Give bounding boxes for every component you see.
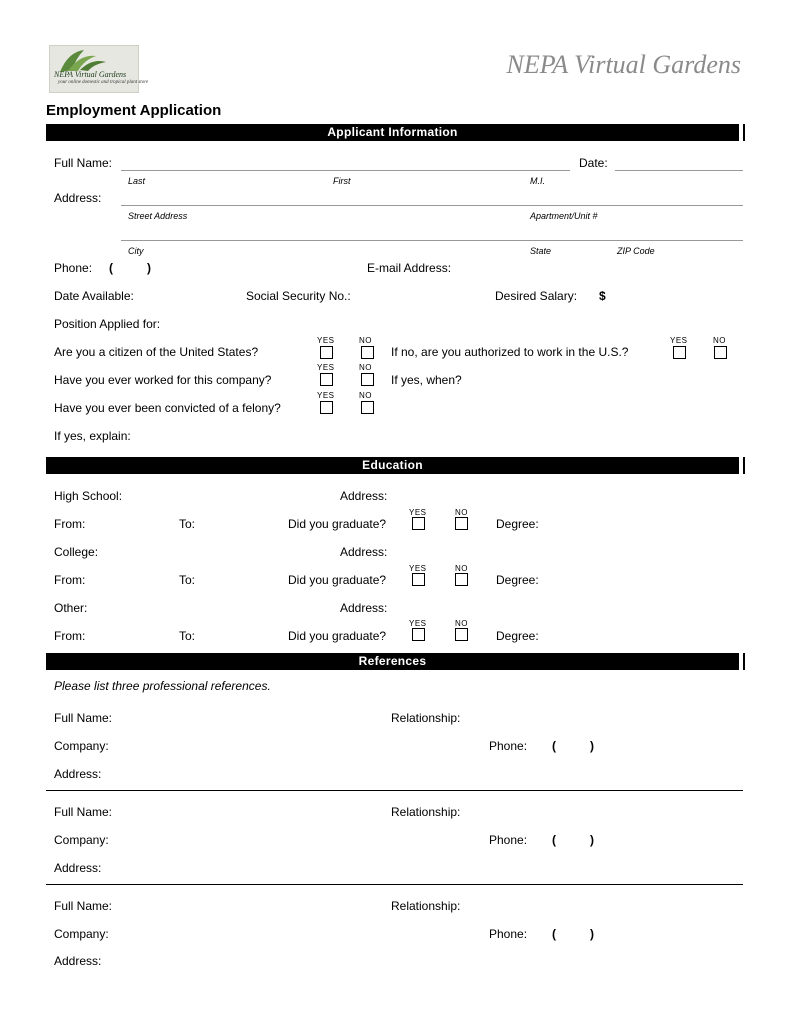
ref1-phone-label: Phone: (489, 739, 528, 753)
other-from-label: From: (54, 629, 86, 643)
worked-question: Have you ever worked for this company? (54, 373, 272, 387)
reference-divider (46, 790, 743, 791)
section-heading: Education (362, 458, 423, 472)
college-graduate-no-checkbox[interactable] (455, 573, 468, 586)
yes-caption: YES (317, 363, 335, 372)
citizen-question: Are you a citizen of the United States? (54, 345, 259, 359)
apt-caption: Apartment/Unit # (530, 211, 598, 221)
section-bar-references (46, 653, 743, 670)
position-label: Position Applied for: (54, 317, 161, 331)
citizen-no-checkbox[interactable] (361, 346, 374, 359)
explain-label: If yes, explain: (54, 429, 131, 443)
other-label: Other: (54, 601, 88, 615)
other-graduate-no-checkbox[interactable] (455, 628, 468, 641)
yes-caption: YES (317, 391, 335, 400)
ref1-paren-open: ( (552, 739, 556, 753)
page-title: Employment Application (46, 102, 222, 119)
email-label: E-mail Address: (367, 261, 452, 275)
ref1-full-name-label: Full Name: (54, 711, 113, 725)
authorized-no-checkbox[interactable] (714, 346, 727, 359)
ref3-relationship-label: Relationship: (391, 899, 461, 913)
high-school-label: High School: (54, 489, 123, 503)
no-caption: NO (713, 336, 726, 345)
date-field[interactable] (615, 170, 743, 171)
hs-to-label: To: (179, 517, 196, 531)
hs-degree-label: Degree: (496, 517, 539, 531)
street-caption: Street Address (128, 211, 188, 221)
street-address-field[interactable] (121, 205, 743, 206)
full-name-field[interactable] (121, 170, 570, 171)
hs-graduate-label: Did you graduate? (288, 517, 387, 531)
worked-yes-checkbox[interactable] (320, 373, 333, 386)
ref2-address-label: Address: (54, 861, 102, 875)
brand-name: NEPA Virtual Gardens (506, 50, 741, 79)
section-bar-applicant (46, 124, 743, 141)
ref3-address-label: Address: (54, 954, 102, 968)
yes-caption: YES (409, 508, 427, 517)
ref1-relationship-label: Relationship: (391, 711, 461, 725)
citizen-yes-checkbox[interactable] (320, 346, 333, 359)
desired-salary-label: Desired Salary: (495, 289, 578, 303)
ssn-label: Social Security No.: (246, 289, 351, 303)
reference-divider (46, 884, 743, 885)
college-to-label: To: (179, 573, 196, 587)
ref3-phone-label: Phone: (489, 927, 528, 941)
address-label: Address: (54, 191, 102, 205)
worked-no-checkbox[interactable] (361, 373, 374, 386)
other-graduate-yes-checkbox[interactable] (412, 628, 425, 641)
ref2-paren-close: ) (590, 833, 594, 847)
authorized-question: If no, are you authorized to work in the U.S.? (391, 345, 629, 359)
ref3-full-name-label: Full Name: (54, 899, 113, 913)
ref2-company-label: Company: (54, 833, 109, 847)
hs-from-label: From: (54, 517, 86, 531)
dollar-sign: $ (599, 289, 606, 303)
phone-label: Phone: (54, 261, 93, 275)
authorized-yes-checkbox[interactable] (673, 346, 686, 359)
logo-text: NEPA Virtual Gardens (54, 70, 127, 79)
ref2-paren-open: ( (552, 833, 556, 847)
phone-paren-close: ) (147, 261, 151, 275)
college-label: College: (54, 545, 99, 559)
when-question: If yes, when? (391, 373, 462, 387)
college-address-label: Address: (340, 545, 388, 559)
state-caption: State (530, 246, 552, 256)
other-degree-label: Degree: (496, 629, 539, 643)
date-available-label: Date Available: (54, 289, 134, 303)
no-caption: NO (455, 508, 468, 517)
section-bar-education (46, 457, 743, 474)
mi-caption: M.I. (530, 176, 545, 186)
college-degree-label: Degree: (496, 573, 539, 587)
section-heading: Applicant Information (327, 125, 458, 139)
felony-yes-checkbox[interactable] (320, 401, 333, 414)
ref1-address-label: Address: (54, 767, 102, 781)
no-caption: NO (455, 564, 468, 573)
other-graduate-label: Did you graduate? (288, 629, 387, 643)
city-state-zip-field[interactable] (121, 240, 743, 241)
ref3-paren-close: ) (590, 927, 594, 941)
ref2-full-name-label: Full Name: (54, 805, 113, 819)
no-caption: NO (359, 391, 372, 400)
felony-question: Have you ever been convicted of a felony? (54, 401, 281, 415)
no-caption: NO (455, 619, 468, 628)
first-caption: First (333, 176, 351, 186)
ref3-paren-open: ( (552, 927, 556, 941)
city-caption: City (128, 246, 144, 256)
ref3-company-label: Company: (54, 927, 109, 941)
ref1-paren-close: ) (590, 739, 594, 753)
date-label: Date: (579, 156, 608, 170)
hs-address-label: Address: (340, 489, 388, 503)
yes-caption: YES (670, 336, 688, 345)
phone-paren-open: ( (109, 261, 113, 275)
company-logo (49, 45, 149, 93)
college-from-label: From: (54, 573, 86, 587)
section-heading: References (358, 654, 427, 668)
no-caption: NO (359, 336, 372, 345)
yes-caption: YES (409, 564, 427, 573)
felony-no-checkbox[interactable] (361, 401, 374, 414)
no-caption: NO (359, 363, 372, 372)
yes-caption: YES (409, 619, 427, 628)
other-to-label: To: (179, 629, 196, 643)
hs-graduate-no-checkbox[interactable] (455, 517, 468, 530)
full-name-label: Full Name: (54, 156, 113, 170)
yes-caption: YES (317, 336, 335, 345)
ref2-phone-label: Phone: (489, 833, 528, 847)
references-instructions: Please list three professional references. (54, 679, 271, 693)
other-address-label: Address: (340, 601, 388, 615)
zip-caption: ZIP Code (617, 246, 655, 256)
ref1-company-label: Company: (54, 739, 109, 753)
hs-graduate-yes-checkbox[interactable] (412, 517, 425, 530)
college-graduate-label: Did you graduate? (288, 573, 387, 587)
college-graduate-yes-checkbox[interactable] (412, 573, 425, 586)
last-caption: Last (128, 176, 146, 186)
ref2-relationship-label: Relationship: (391, 805, 461, 819)
logo-tagline: your online domestic and tropical plant store (58, 80, 149, 85)
